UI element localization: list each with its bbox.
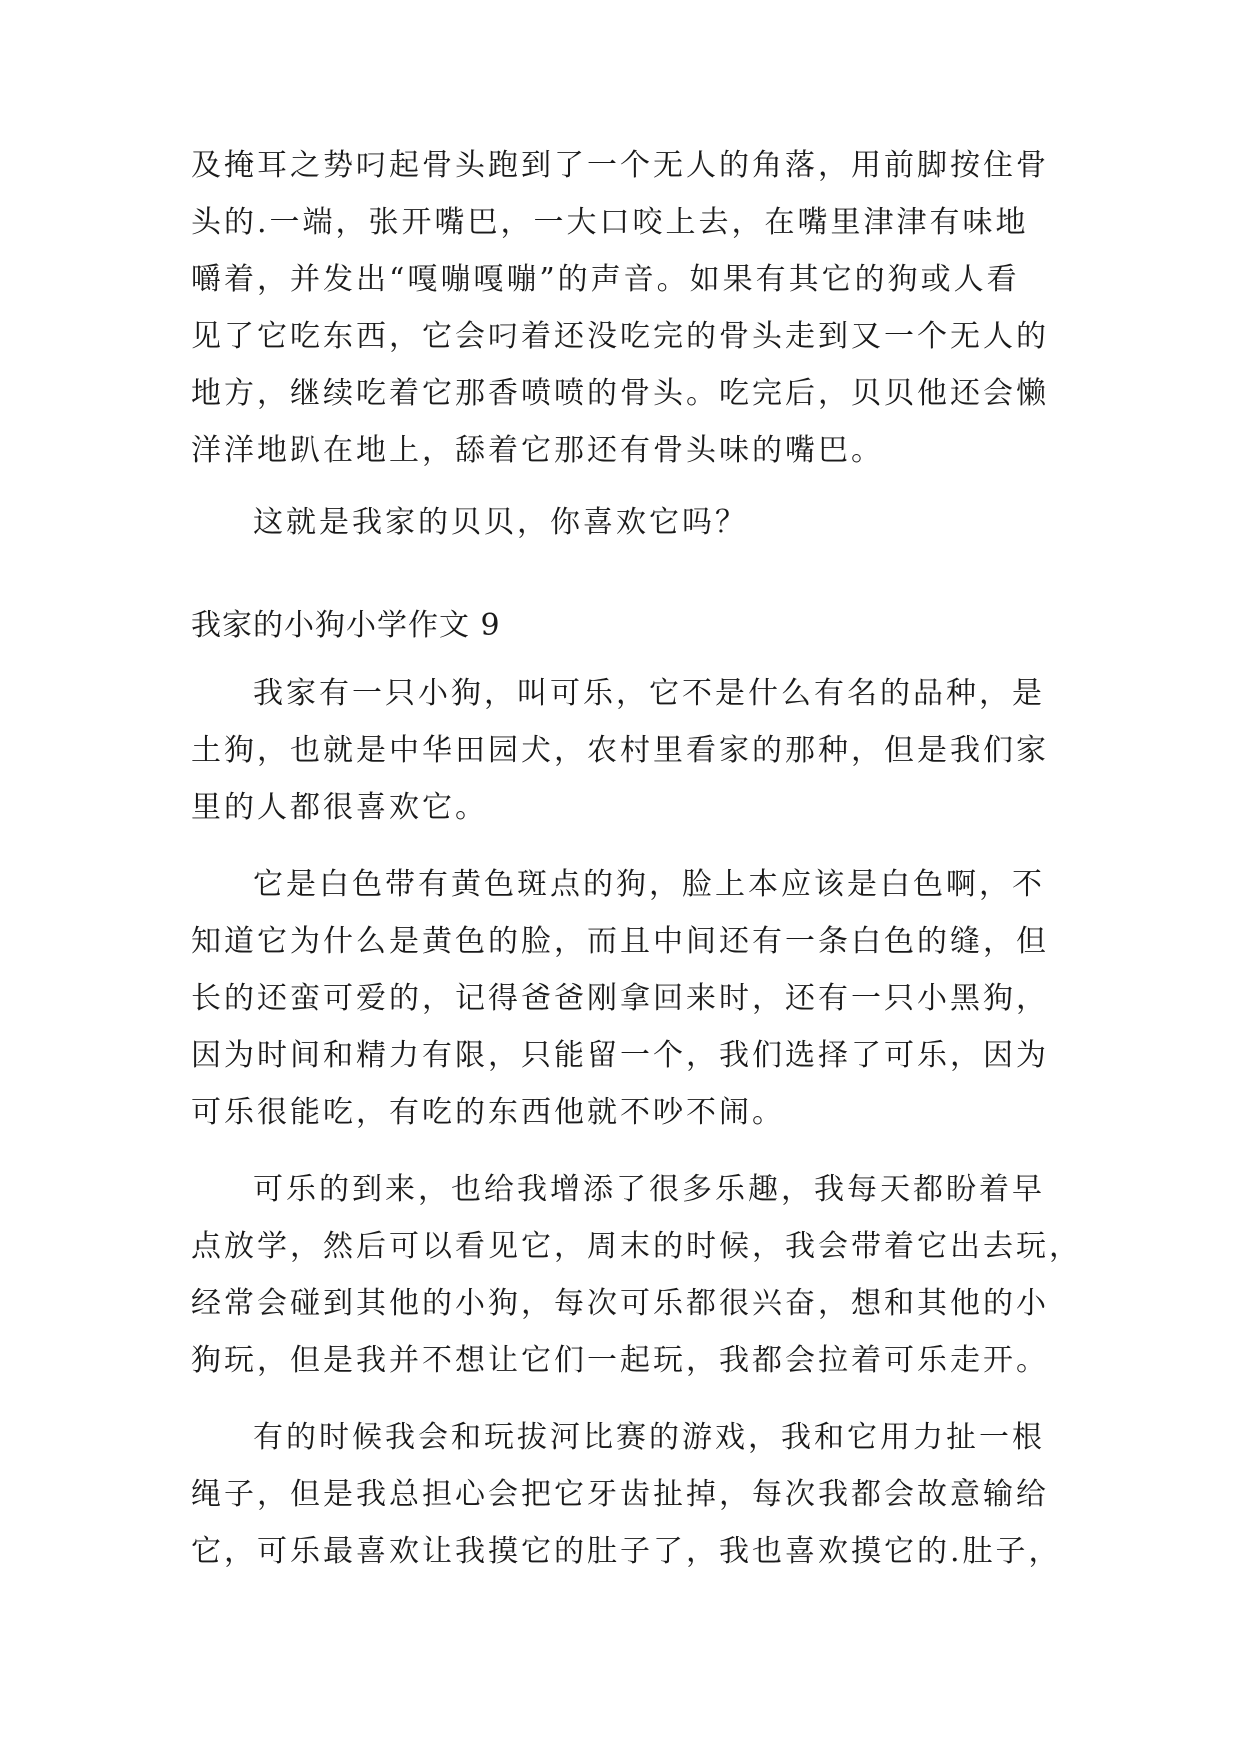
paragraph-line: 点放学，然后可以看见它，周末的时候，我会带着它出去玩，	[191, 1229, 1082, 1264]
paragraph-line: 长的还蛮可爱的，记得爸爸刚拿回来时，还有一只小黑狗，	[191, 981, 1049, 1016]
paragraph-line: 这就是我家的贝贝，你喜欢它吗？	[253, 505, 748, 540]
paragraph-line: 我家有一只小狗，叫可乐，它不是什么有名的品种，是	[253, 676, 1045, 711]
paragraph-line: 土狗，也就是中华田园犬，农村里看家的那种，但是我们家	[191, 733, 1049, 768]
section-heading: 我家的小狗小学作文 9	[191, 608, 501, 643]
paragraph-line: 经常会碰到其他的小狗，每次可乐都很兴奋，想和其他的小	[191, 1286, 1049, 1321]
paragraph-line: 嚼着，并发出“嘎嘣嘎嘣”的声音。如果有其它的狗或人看	[191, 262, 1020, 297]
paragraph-line: 狗玩，但是我并不想让它们一起玩，我都会拉着可乐走开。	[191, 1343, 1049, 1378]
paragraph-line: 洋洋地趴在地上，舔着它那还有骨头味的嘴巴。	[191, 433, 884, 468]
paragraph-line: 知道它为什么是黄色的脸，而且中间还有一条白色的缝，但	[191, 924, 1049, 959]
paragraph-line: 可乐的到来，也给我增添了很多乐趣，我每天都盼着早	[253, 1172, 1045, 1207]
paragraph-line: 它是白色带有黄色斑点的狗，脸上本应该是白色啊，不	[253, 867, 1045, 902]
paragraph-line: 因为时间和精力有限，只能留一个，我们选择了可乐，因为	[191, 1038, 1049, 1073]
paragraph-line: 里的人都很喜欢它。	[191, 790, 488, 825]
paragraph-line: 可乐很能吃，有吃的东西他就不吵不闹。	[191, 1095, 785, 1130]
paragraph-line: 绳子，但是我总担心会把它牙齿扯掉，每次我都会故意输给	[191, 1477, 1049, 1512]
paragraph-line: 头的.一端，张开嘴巴，一大口咬上去，在嘴里津津有味地	[191, 205, 1029, 240]
paragraph-line: 有的时候我会和玩拔河比赛的游戏，我和它用力扯一根	[253, 1420, 1045, 1455]
paragraph-line: 及掩耳之势叼起骨头跑到了一个无人的角落，用前脚按住骨	[191, 148, 1049, 183]
paragraph-line: 地方，继续吃着它那香喷喷的骨头。吃完后，贝贝他还会懒	[191, 376, 1049, 411]
paragraph-line: 它，可乐最喜欢让我摸它的肚子了，我也喜欢摸它的.肚子，	[191, 1534, 1062, 1569]
paragraph-line: 见了它吃东西，它会叼着还没吃完的骨头走到又一个无人的	[191, 319, 1049, 354]
